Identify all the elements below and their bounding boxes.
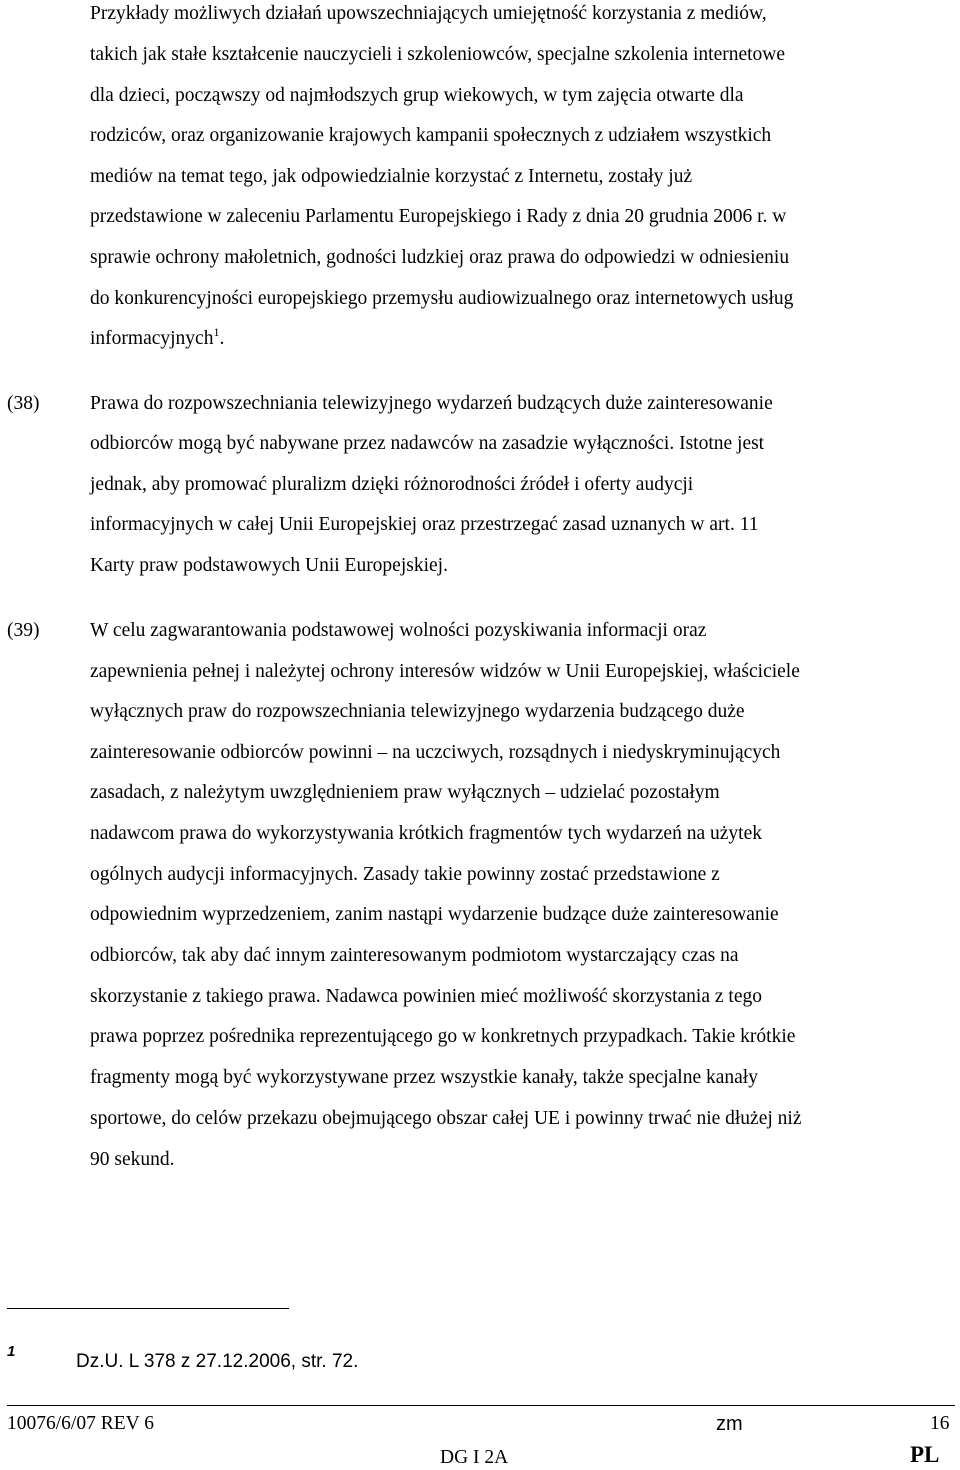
intro-line: do konkurencyjności europejskiego przemysłu audiowizualnego oraz internetowych usług <box>90 288 794 309</box>
intro-line: rodziców, oraz organizowanie krajowych kampanii społecznych z udziałem wszystkich <box>90 125 772 146</box>
intro-line: Przykłady możliwych działań upowszechniających umiejętność korzystania z mediów, <box>90 3 767 24</box>
p39-line: odpowiednim wyprzedzeniem, zanim nastąpi wydarzenie budzące duże zainteresowanie <box>90 904 779 925</box>
p39-line: prawa poprzez pośrednika reprezentującego go w konkretnych przypadkach. Takie krótkie <box>90 1026 796 1047</box>
intro-end-punct: . <box>219 328 225 349</box>
footnote-reference[interactable]: 1 <box>213 325 220 339</box>
p38-line: jednak, aby promować pluralizm dzięki różnorodności źródeł i oferty audycji <box>90 474 694 495</box>
p39-line: zasadach, z należytym uwzględnieniem praw wyłącznych – udzielać pozostałym <box>90 782 720 803</box>
paragraph-number: (38) <box>7 393 40 414</box>
p38-line: informacyjnych w całej Unii Europejskiej oraz przestrzegać zasad uznanych w art. 11 <box>90 514 759 535</box>
footer-page-number: 16 <box>930 1413 950 1434</box>
p39-line: ogólnych audycji informacyjnych. Zasady takie powinny zostać przedstawione z <box>90 864 720 885</box>
p39-line: nadawcom prawa do wykorzystywania krótkich fragmentów tych wydarzeń na użytek <box>90 823 762 844</box>
intro-line: takich jak stałe kształcenie nauczycieli i szkoleniowców, specjalne szkolenia internetowe <box>90 44 786 65</box>
p39-line: skorzystanie z takiego prawa. Nadawca powinien mieć możliwość skorzystania z tego <box>90 986 762 1007</box>
footer-separator <box>7 1405 955 1406</box>
intro-line-last <box>90 327 224 351</box>
p38-line: Prawa do rozpowszechniania telewizyjnego wydarzeń budzących duże zainteresowanie <box>90 393 773 414</box>
paragraph-number: (39) <box>7 620 40 641</box>
p39-line: odbiorców, tak aby dać innym zainteresowanym podmiotom wystarczający czas na <box>90 945 739 966</box>
p39-line: W celu zagwarantowania podstawowej wolności pozyskiwania informacji oraz <box>90 620 707 641</box>
p39-line: 90 sekund. <box>90 1149 175 1170</box>
footer-language: PL <box>910 1442 940 1467</box>
footer-department: DG I 2A <box>440 1447 509 1468</box>
footnote-mark: 1 <box>7 1343 16 1360</box>
intro-line: mediów na temat tego, jak odpowiedzialnie korzystać z Internetu, zostały już <box>90 166 693 187</box>
footer-initials: zm <box>716 1413 743 1435</box>
intro-line: sprawie ochrony małoletnich, godności ludzkiej oraz prawa do odpowiedzi w odniesieniu <box>90 247 790 268</box>
intro-line: przedstawione w zaleceniu Parlamentu Europejskiego i Rady z dnia 20 grudnia 2006 r. w <box>90 206 787 227</box>
intro-line: dla dzieci, począwszy od najmłodszych grup wiekowych, w tym zajęcia otwarte dla <box>90 85 744 106</box>
p39-line: zapewnienia pełnej i należytej ochrony interesów widzów w Unii Europejskiej, właściciele <box>90 661 800 682</box>
p38-line: odbiorców mogą być nabywane przez nadawców na zasadzie wyłączności. Istotne jest <box>90 433 765 454</box>
intro-line: informacyjnych <box>90 328 214 349</box>
footer-doc-ref: 10076/6/07 REV 6 <box>7 1413 154 1434</box>
p39-line: wyłącznych praw do rozpowszechniania telewizyjnego wydarzenia budzącego duże <box>90 701 745 722</box>
p39-line: zainteresowanie odbiorców powinni – na uczciwych, rozsądnych i niedyskryminujących <box>90 742 781 763</box>
footnote-text: Dz.U. L 378 z 27.12.2006, str. 72. <box>76 1351 359 1372</box>
p39-line: sportowe, do celów przekazu obejmującego obszar całej UE i powinny trwać nie dłużej niż <box>90 1108 802 1129</box>
p38-line: Karty praw podstawowych Unii Europejskiej. <box>90 555 448 576</box>
p39-line: fragmenty mogą być wykorzystywane przez wszystkie kanały, także specjalne kanały <box>90 1067 758 1088</box>
footnote-separator <box>7 1308 289 1309</box>
